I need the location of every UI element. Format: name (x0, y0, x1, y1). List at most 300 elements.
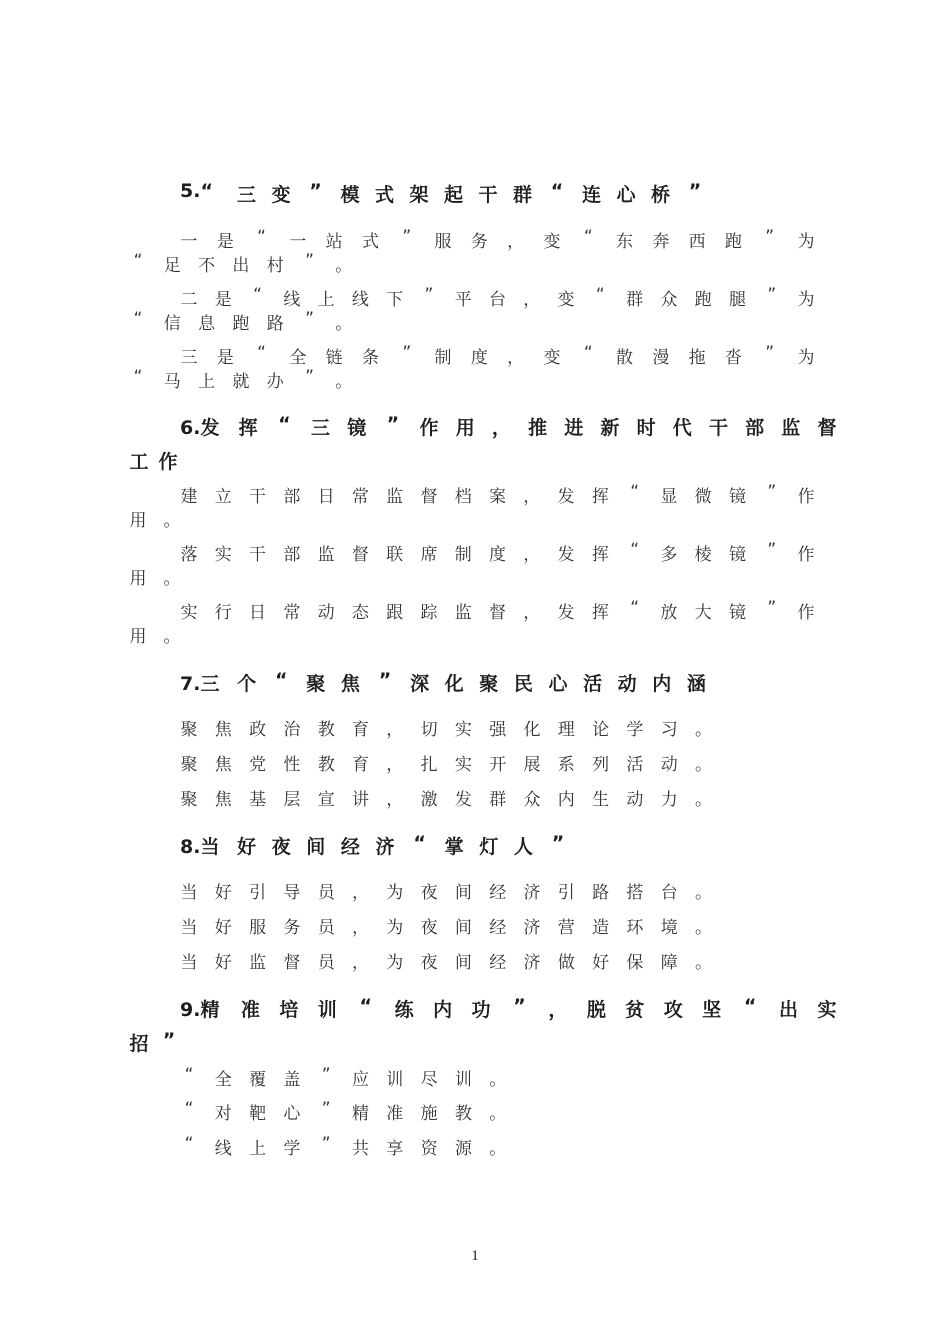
glyph: 教 (454, 1104, 472, 1124)
glyph: 培 (279, 999, 299, 1021)
glyph: 当 (180, 883, 198, 903)
glyph: 。 (335, 372, 353, 392)
glyph: 三 (236, 184, 256, 206)
glyph: 享 (386, 1139, 404, 1159)
glyph: 精 (352, 1104, 369, 1124)
glyph: ， (523, 487, 541, 507)
glyph: 办 (266, 372, 284, 392)
glyph: 席 (420, 545, 438, 565)
glyph: 全 (289, 348, 307, 368)
glyph: 村 (266, 256, 284, 276)
glyph: 踪 (420, 603, 438, 623)
glyph: 用 (129, 569, 147, 589)
glyph: ， (386, 790, 404, 810)
glyph: 间 (454, 918, 472, 938)
glyph: 治 (283, 720, 301, 740)
glyph: 经 (340, 836, 360, 858)
glyph: ” (767, 598, 777, 618)
glyph: “ (133, 367, 143, 387)
glyph: 论 (592, 720, 610, 740)
glyph: ” (321, 1134, 331, 1154)
glyph: 内 (652, 673, 672, 695)
glyph: 济 (523, 918, 541, 938)
glyph: 作 (797, 487, 815, 507)
glyph: 焦 (214, 790, 232, 810)
glyph: 尽 (420, 1070, 438, 1090)
glyph: 。 (163, 511, 181, 531)
glyph: “ (184, 1065, 194, 1085)
glyph: ， (523, 290, 541, 310)
glyph: 讲 (352, 790, 369, 810)
glyph: 习 (660, 720, 678, 740)
glyph: 覆 (249, 1070, 267, 1090)
glyph: 足 (163, 256, 181, 276)
glyph: 推 (528, 417, 548, 439)
glyph: ” (551, 832, 565, 854)
glyph: 坚 (702, 999, 722, 1021)
glyph: ” (378, 669, 392, 691)
glyph: 学 (283, 1139, 301, 1159)
glyph: “ (133, 309, 143, 329)
glyph: ” (765, 227, 775, 247)
glyph: 为 (797, 348, 815, 368)
glyph: 信 (163, 314, 181, 334)
glyph: 跑 (232, 314, 250, 334)
glyph: 。 (695, 790, 712, 810)
glyph: 灯 (479, 836, 499, 858)
glyph: 育 (352, 720, 369, 740)
glyph: 焦 (340, 673, 360, 695)
glyph: 营 (557, 918, 575, 938)
glyph: 。 (695, 953, 712, 973)
glyph: “ (630, 540, 640, 560)
glyph: 用 (455, 417, 475, 439)
glyph: 部 (745, 417, 765, 439)
glyph: 常 (283, 603, 301, 623)
glyph: ” (767, 482, 777, 502)
glyph: 焦 (214, 755, 232, 775)
glyph: 经 (489, 953, 507, 973)
glyph: 挥 (591, 545, 609, 565)
glyph: “ (595, 285, 605, 305)
glyph: 环 (626, 918, 644, 938)
glyph: 。 (695, 918, 712, 938)
glyph: 全 (214, 1070, 232, 1090)
glyph: ” (513, 995, 526, 1017)
glyph: 夜 (420, 918, 438, 938)
glyph: 部 (283, 487, 301, 507)
glyph: 路 (266, 314, 284, 334)
glyph: 立 (214, 487, 232, 507)
glyph: 训 (317, 999, 337, 1021)
glyph: 。 (163, 627, 181, 647)
glyph: 作 (419, 417, 439, 439)
glyph: 连 (581, 184, 601, 206)
glyph: 济 (375, 836, 395, 858)
glyph: 漫 (652, 348, 670, 368)
glyph: 众 (523, 790, 541, 810)
glyph: 间 (454, 883, 472, 903)
glyph: “ (253, 285, 262, 305)
glyph: ， (507, 348, 525, 368)
glyph: 间 (454, 953, 472, 973)
glyph: 引 (249, 883, 267, 903)
glyph: 心 (548, 673, 568, 695)
glyph: 式 (361, 232, 379, 252)
glyph: ” (424, 285, 434, 305)
glyph: 日 (317, 487, 335, 507)
glyph: 施 (420, 1104, 438, 1124)
glyph: 练 (394, 999, 414, 1021)
glyph: 聚 (180, 720, 198, 740)
glyph: 扎 (420, 755, 438, 775)
glyph: 落 (180, 545, 198, 565)
glyph: ” (305, 251, 314, 271)
glyph: 发 (557, 545, 575, 565)
glyph: 挥 (591, 603, 609, 623)
glyph: ， (352, 918, 369, 938)
glyph: 督 (351, 545, 369, 565)
glyph: 训 (454, 1070, 472, 1090)
glyph: 政 (249, 720, 267, 740)
glyph: 是 (216, 232, 234, 252)
glyph: 。 (489, 1139, 507, 1159)
glyph: 靶 (249, 1104, 267, 1124)
glyph: ” (402, 227, 412, 247)
glyph: 用 (129, 511, 147, 531)
glyph: 理 (557, 720, 575, 740)
glyph: 心 (283, 1104, 301, 1124)
glyph: 焦 (214, 720, 232, 740)
glyph: ， (352, 953, 369, 973)
glyph: 好 (214, 918, 232, 938)
glyph: 变 (543, 232, 561, 252)
glyph: 上 (198, 372, 216, 392)
glyph: 当 (180, 918, 198, 938)
glyph: “ (413, 832, 426, 854)
glyph: 聚 (180, 755, 198, 775)
glyph: 经 (489, 883, 507, 903)
glyph: 挥 (238, 417, 258, 439)
glyph: 代 (672, 417, 692, 439)
glyph: 为 (797, 290, 815, 310)
glyph: 东 (616, 232, 634, 252)
glyph: 督 (489, 603, 506, 623)
glyph: 好 (214, 953, 232, 973)
glyph: 造 (592, 918, 610, 938)
glyph: 式 (374, 184, 394, 206)
glyph: 系 (557, 755, 575, 775)
glyph: 建 (180, 487, 198, 507)
glyph: 列 (592, 755, 610, 775)
glyph: 5.“ (180, 180, 213, 202)
glyph: 激 (420, 790, 438, 810)
glyph: 镜 (728, 603, 746, 623)
glyph: 干 (249, 487, 267, 507)
glyph: 工 (129, 451, 149, 473)
glyph: 部 (283, 545, 301, 565)
glyph: 大 (694, 603, 712, 623)
glyph: “ (583, 227, 593, 247)
glyph: 跑 (724, 232, 742, 252)
glyph: 监 (454, 603, 472, 623)
glyph: 模 (340, 184, 360, 206)
glyph: 服 (434, 232, 452, 252)
glyph: ” (765, 343, 775, 363)
glyph: 展 (523, 755, 541, 775)
glyph: ， (507, 232, 525, 252)
glyph: 引 (557, 883, 575, 903)
glyph: 。 (489, 1104, 507, 1124)
glyph: 二 (180, 290, 198, 310)
glyph: ” (386, 413, 400, 435)
glyph: ” (767, 540, 777, 560)
glyph: 度 (470, 348, 488, 368)
glyph: 化 (523, 720, 541, 740)
glyph: 源 (454, 1139, 472, 1159)
glyph: 微 (694, 487, 712, 507)
glyph: 境 (660, 918, 678, 938)
glyph: ， (491, 417, 511, 439)
glyph: 动 (626, 790, 644, 810)
glyph: “ (274, 669, 288, 691)
glyph: “ (184, 1134, 194, 1154)
glyph: 攻 (663, 999, 683, 1021)
glyph: ” (305, 367, 314, 387)
glyph: 线 (351, 290, 369, 310)
glyph: 线 (283, 290, 301, 310)
glyph: 放 (660, 603, 678, 623)
glyph: 准 (240, 999, 260, 1021)
glyph: 不 (198, 256, 216, 276)
glyph: 障 (660, 953, 678, 973)
glyph: ， (386, 720, 404, 740)
glyph: 当 (180, 953, 198, 973)
glyph: ， (352, 883, 369, 903)
glyph: “ (630, 598, 640, 618)
glyph: 发 (454, 790, 472, 810)
glyph: 架 (409, 184, 429, 206)
glyph: 跟 (386, 603, 404, 623)
glyph: “ (278, 413, 291, 435)
glyph: 务 (470, 232, 488, 252)
glyph: 上 (317, 290, 335, 310)
glyph: 发 (557, 603, 575, 623)
glyph: ” (402, 343, 412, 363)
glyph: 干 (478, 184, 498, 206)
glyph: 涵 (686, 673, 706, 695)
glyph: 奔 (652, 232, 670, 252)
glyph: 切 (420, 720, 438, 740)
glyph: 联 (386, 545, 404, 565)
glyph: 好 (214, 883, 232, 903)
glyph: 好 (237, 836, 257, 858)
glyph: 起 (443, 184, 463, 206)
glyph: 日 (249, 603, 267, 623)
glyph: ， (548, 999, 568, 1021)
glyph: 。 (695, 720, 712, 740)
glyph: 个 (237, 673, 257, 695)
glyph: 为 (386, 918, 404, 938)
glyph: 7.三 (180, 673, 220, 695)
glyph: 三 (311, 417, 331, 439)
glyph: 路 (592, 883, 610, 903)
glyph: 用 (129, 627, 147, 647)
glyph: 对 (214, 1104, 232, 1124)
glyph: 督 (420, 487, 438, 507)
glyph: 服 (249, 918, 267, 938)
glyph: 基 (249, 790, 267, 810)
glyph: 。 (695, 755, 712, 775)
glyph: ” (321, 1099, 331, 1119)
glyph: “ (743, 995, 757, 1017)
glyph: 。 (163, 569, 181, 589)
glyph: 间 (306, 836, 326, 858)
glyph: 员 (317, 953, 335, 973)
glyph: 训 (386, 1070, 404, 1090)
glyph: 8.当 (180, 836, 220, 858)
glyph: 监 (781, 417, 801, 439)
glyph: 为 (386, 953, 404, 973)
glyph: 跑 (694, 290, 712, 310)
glyph: 。 (335, 314, 353, 334)
glyph: 心 (616, 184, 636, 206)
glyph: 开 (489, 755, 507, 775)
glyph: “ (257, 227, 266, 247)
glyph: 内 (557, 790, 575, 810)
glyph: 动 (660, 755, 678, 775)
glyph: 腿 (728, 290, 746, 310)
glyph: 常 (351, 487, 369, 507)
glyph: 镜 (728, 545, 746, 565)
glyph: 力 (660, 790, 678, 810)
glyph: 站 (325, 232, 343, 252)
glyph: ， (386, 755, 404, 775)
glyph: 发 (557, 487, 575, 507)
glyph: 党 (249, 755, 267, 775)
glyph: 员 (317, 883, 335, 903)
glyph: 进 (564, 417, 584, 439)
glyph: 层 (283, 790, 301, 810)
glyph: 深 (410, 673, 430, 695)
glyph: 实 (454, 755, 472, 775)
glyph: 度 (489, 545, 506, 565)
glyph: 民 (513, 673, 533, 695)
glyph: 实 (214, 545, 232, 565)
glyph: 夜 (420, 883, 438, 903)
glyph: “ (359, 995, 372, 1017)
glyph: 作 (797, 545, 815, 565)
glyph: 应 (352, 1070, 369, 1090)
glyph: 督 (283, 953, 301, 973)
glyph: 生 (592, 790, 610, 810)
glyph: 台 (660, 883, 678, 903)
glyph: 一 (289, 232, 307, 252)
glyph: 监 (386, 487, 404, 507)
glyph: 变 (543, 348, 561, 368)
glyph: 9.精 (180, 999, 220, 1021)
glyph: 盖 (283, 1070, 301, 1090)
glyph: 行 (214, 603, 232, 623)
glyph: 实 (454, 720, 472, 740)
glyph: 拖 (688, 348, 706, 368)
glyph: 搭 (626, 883, 644, 903)
glyph: 经 (489, 918, 507, 938)
glyph: 息 (198, 314, 216, 334)
glyph: 动 (317, 603, 335, 623)
glyph: 夜 (271, 836, 291, 858)
glyph: 链 (325, 348, 343, 368)
glyph: 宣 (317, 790, 335, 810)
glyph: 群 (489, 790, 507, 810)
page-number: 1 (471, 1248, 479, 1264)
glyph: 散 (616, 348, 634, 368)
glyph: 就 (232, 372, 250, 392)
glyph: 态 (351, 603, 369, 623)
glyph: 出 (232, 256, 250, 276)
glyph: 性 (283, 755, 301, 775)
glyph: 制 (454, 545, 472, 565)
glyph: 贫 (625, 999, 645, 1021)
glyph: 济 (523, 883, 541, 903)
glyph: 济 (523, 953, 541, 973)
glyph: 群 (626, 290, 644, 310)
glyph: 务 (283, 918, 301, 938)
glyph: 监 (317, 545, 335, 565)
glyph: 线 (214, 1139, 232, 1159)
glyph: ” (321, 1065, 331, 1085)
glyph: 显 (660, 487, 678, 507)
glyph: 化 (444, 673, 464, 695)
glyph: 是 (216, 348, 234, 368)
glyph: 活 (583, 673, 603, 695)
glyph: 变 (557, 290, 575, 310)
glyph: 动 (617, 673, 637, 695)
glyph: ” (688, 180, 702, 202)
glyph: 聚 (479, 673, 499, 695)
glyph: 教 (317, 720, 335, 740)
glyph: 镜 (728, 487, 746, 507)
glyph: “ (257, 343, 266, 363)
glyph: 台 (489, 290, 506, 310)
glyph: 棱 (694, 545, 712, 565)
glyph: 为 (797, 232, 815, 252)
glyph: 西 (688, 232, 706, 252)
glyph: 督 (817, 417, 837, 439)
glyph: 活 (626, 755, 644, 775)
glyph: “ (550, 180, 564, 202)
glyph: 保 (626, 953, 644, 973)
glyph: 出 (779, 999, 799, 1021)
glyph: 导 (283, 883, 301, 903)
glyph: 聚 (180, 790, 198, 810)
glyph: ， (523, 603, 541, 623)
glyph: 镜 (347, 417, 367, 439)
glyph: 上 (249, 1139, 267, 1159)
glyph: 时 (636, 417, 656, 439)
glyph: 是 (214, 290, 232, 310)
glyph: 马 (163, 372, 181, 392)
glyph: 为 (386, 883, 404, 903)
glyph: 学 (626, 720, 644, 740)
glyph: 夜 (420, 953, 438, 973)
glyph: ” (162, 1029, 176, 1051)
glyph: 聚 (306, 673, 326, 695)
glyph: 人 (513, 836, 533, 858)
glyph: “ (630, 482, 640, 502)
glyph: 桥 (650, 184, 670, 206)
glyph: 干 (249, 545, 267, 565)
